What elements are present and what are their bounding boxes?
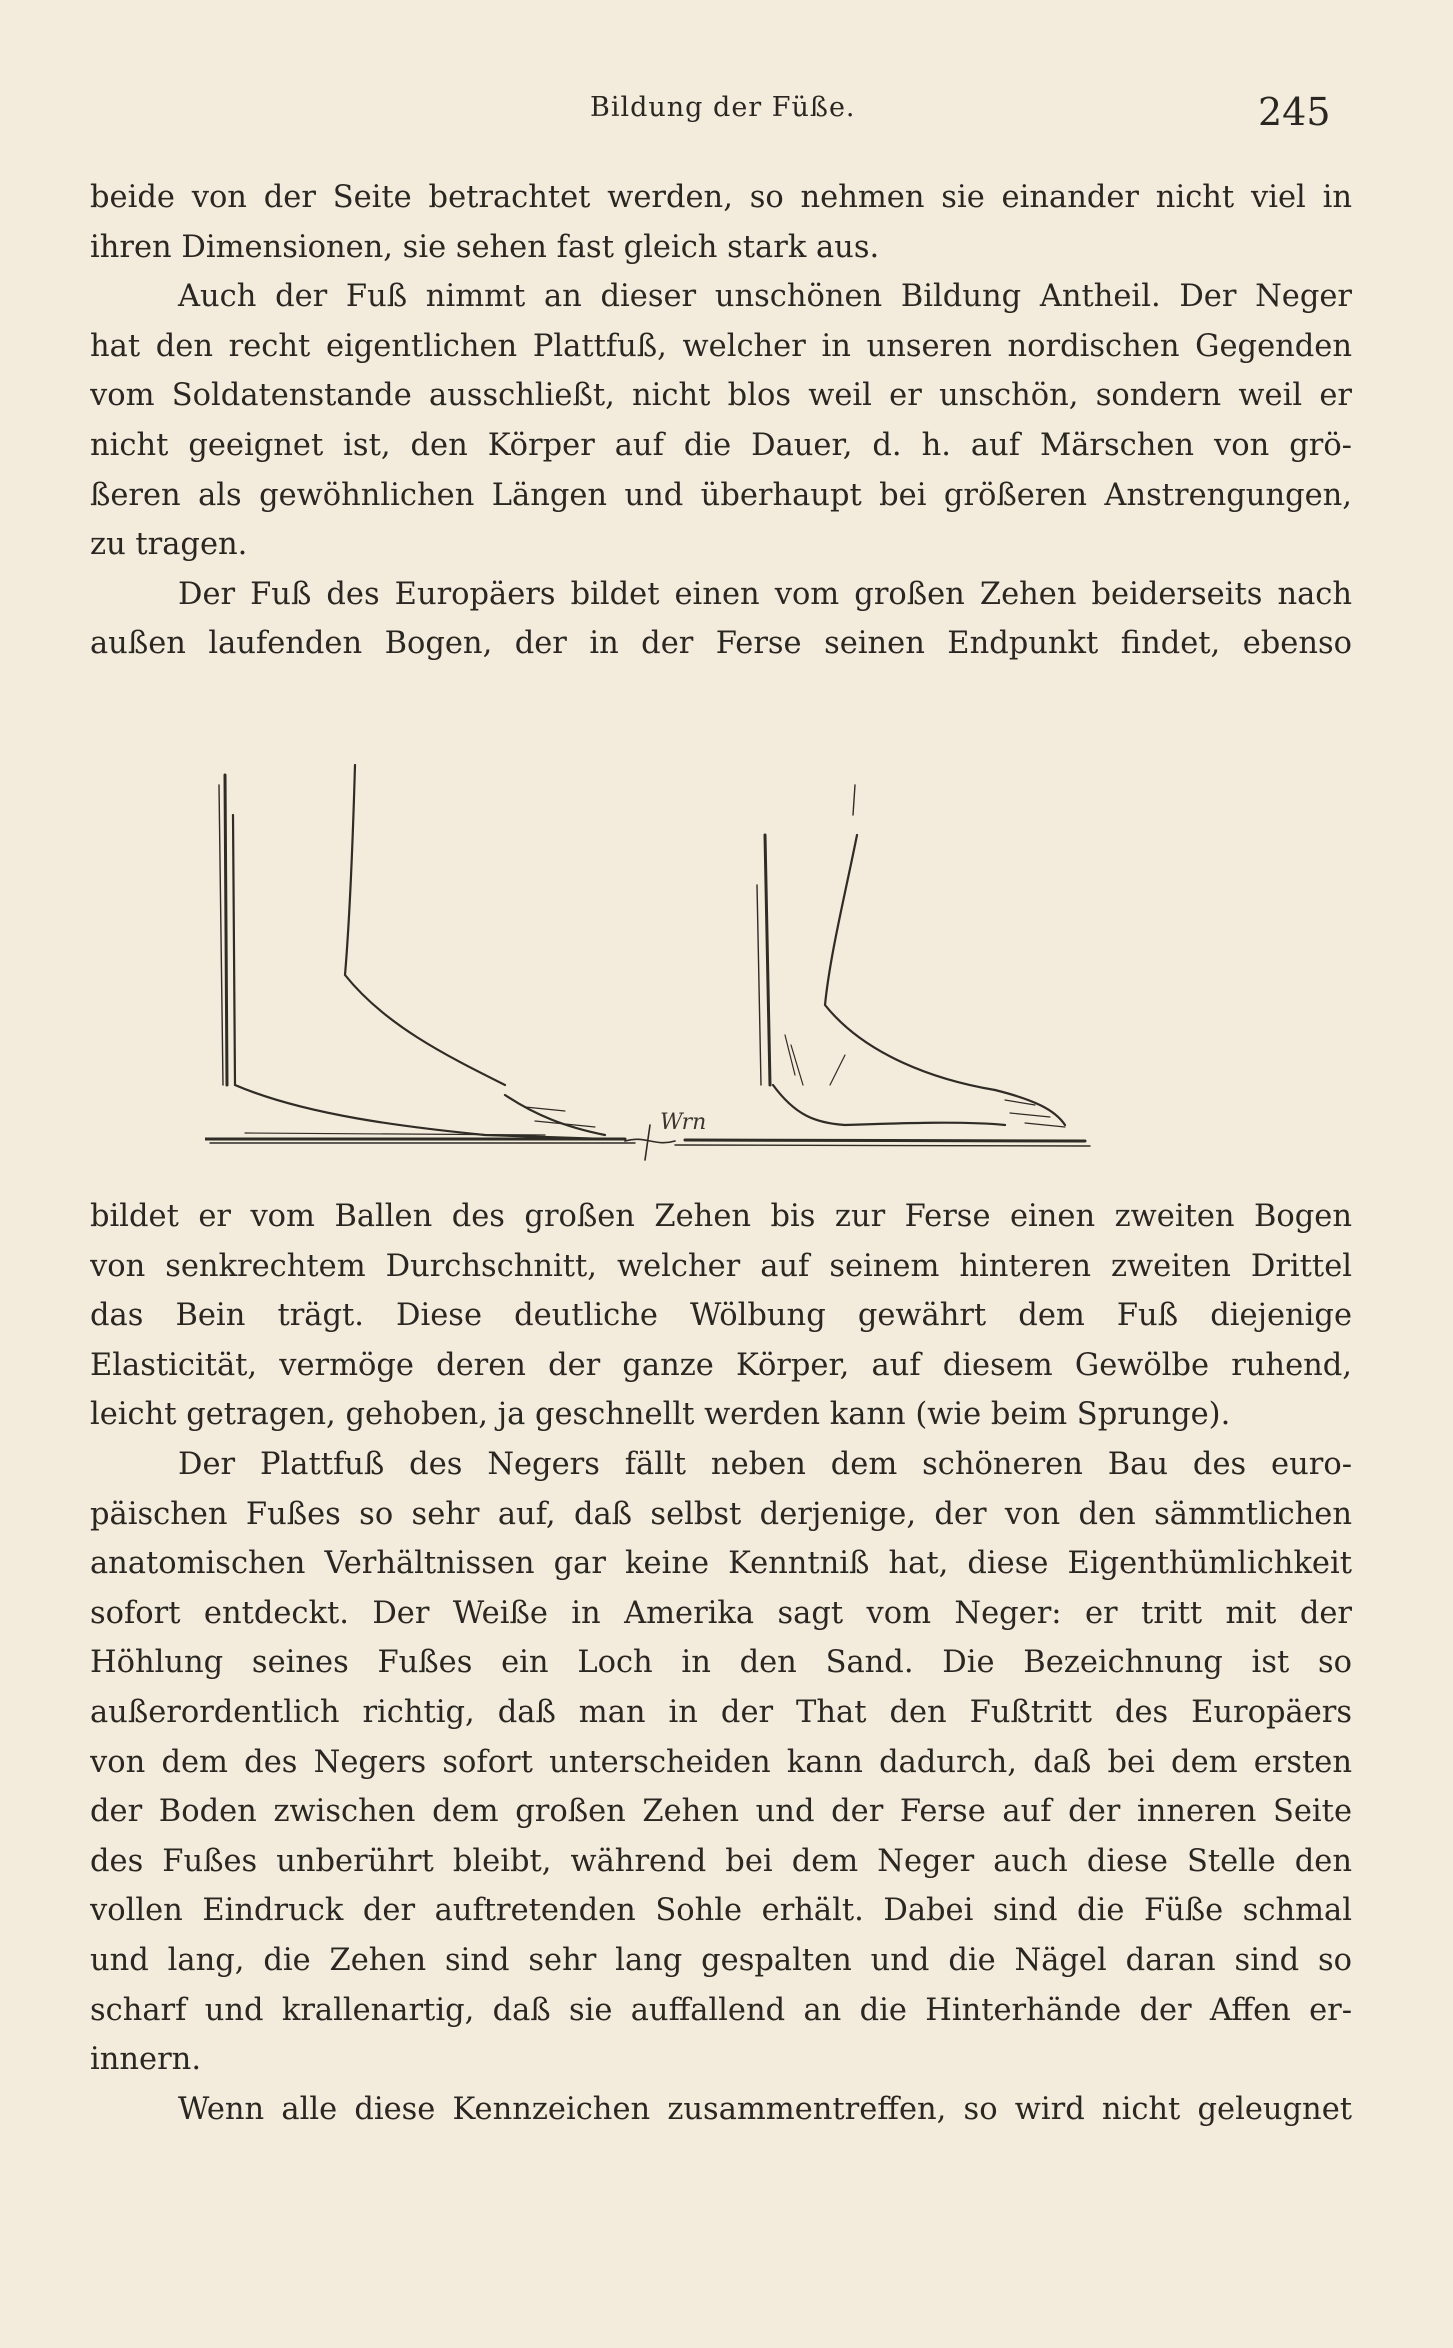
running-title: Bildung der Füße. — [590, 92, 856, 123]
text-line: Der Fuß des Europäers bildet einen vom großen Zehen beiderseits nach — [178, 576, 1352, 612]
text-line: bildet er vom Ballen des großen Zehen bis zur Ferse einen zweiten Bogen — [90, 1199, 1352, 1234]
text-line: beide von der Seite betrachtet werden, so nehmen sie einander nicht viel in — [90, 180, 1352, 215]
text-line: ßeren als gewöhnlichen Längen und überhaupt bei größeren Anstrengungen, — [90, 477, 1352, 513]
text-block-bottom — [90, 1192, 1352, 2134]
text-line: Elasticität, vermöge deren der ganze Körper, auf diesem Gewölbe ruhend, — [90, 1347, 1352, 1383]
text-line: außerordentlich richtig, daß man in der That den Fußtritt des Europäers — [90, 1694, 1352, 1730]
text-line: der Boden zwischen dem großen Zehen und der Ferse auf der inneren Seite — [90, 1794, 1352, 1830]
text-line: scharf und krallenartig, daß sie auffallend an die Hinterhände der Affen er- — [90, 1992, 1352, 2028]
text-line: leicht getragen, gehoben, ja geschnellt werden kann (wie beim Sprunge). — [90, 1397, 1231, 1433]
text-line: hat den recht eigentlichen Plattfuß, welcher in unseren nordischen Gegenden — [90, 328, 1352, 364]
text-line: von senkrechtem Durchschnitt, welcher auf seinem hinteren zweiten Drittel — [90, 1248, 1352, 1284]
text-line: und lang, die Zehen sind sehr lang gespalten und die Nägel daran sind so — [90, 1942, 1352, 1978]
text-line: vollen Eindruck der auftretenden Sohle erhält. Dabei sind die Füße schmal — [90, 1893, 1352, 1929]
text-line: ihren Dimensionen, sie sehen fast gleich stark aus. — [90, 229, 880, 265]
foot-sketch-svg — [205, 755, 1265, 1163]
artist-signature: Wrn — [660, 1110, 707, 1135]
text-line: das Bein trägt. Diese deutliche Wölbung gewährt dem Fuß diejenige — [90, 1298, 1352, 1334]
text-line: vom Soldatenstande ausschließt, nicht blos weil er unschön, sondern weil er — [90, 378, 1352, 414]
text-line: Auch der Fuß nimmt an dieser unschönen Bildung Antheil. Der Neger — [178, 279, 1352, 315]
text-line: des Fußes unberührt bleibt, während bei dem Neger auch diese Stelle den — [90, 1843, 1352, 1879]
text-line: sofort entdeckt. Der Weiße in Amerika sagt vom Neger: er tritt mit der — [90, 1595, 1352, 1631]
text-line: Der Plattfuß des Negers fällt neben dem schöneren Bau des euro- — [178, 1446, 1352, 1482]
text-line: anatomischen Verhältnissen gar keine Kenntniß hat, diese Eigenthümlichkeit — [90, 1546, 1352, 1582]
text-line: nicht geeignet ist, den Körper auf die Dauer, d. h. auf Märschen von grö- — [90, 427, 1352, 463]
page-number: 245 — [1258, 90, 1331, 134]
text-line: Höhlung seines Fußes ein Loch in den Sand. Die Bezeichnung ist so — [90, 1645, 1352, 1681]
text-line: von dem des Negers sofort unterscheiden kann dadurch, daß bei dem ersten — [90, 1744, 1352, 1780]
text-block-top — [90, 173, 1352, 669]
text-line: außen laufenden Bogen, der in der Ferse seinen Endpunkt findet, ebenso — [90, 626, 1352, 662]
text-line: zu tragen. — [90, 527, 248, 563]
text-line: Wenn alle diese Kennzeichen zusammentreffen, so wird nicht geleugnet — [178, 2091, 1352, 2127]
foot-comparison-illustration — [205, 755, 1265, 1163]
text-line: päischen Fußes so sehr auf, daß selbst derjenige, der von den sämmtlichen — [90, 1496, 1352, 1532]
text-line: innern. — [90, 2042, 202, 2078]
